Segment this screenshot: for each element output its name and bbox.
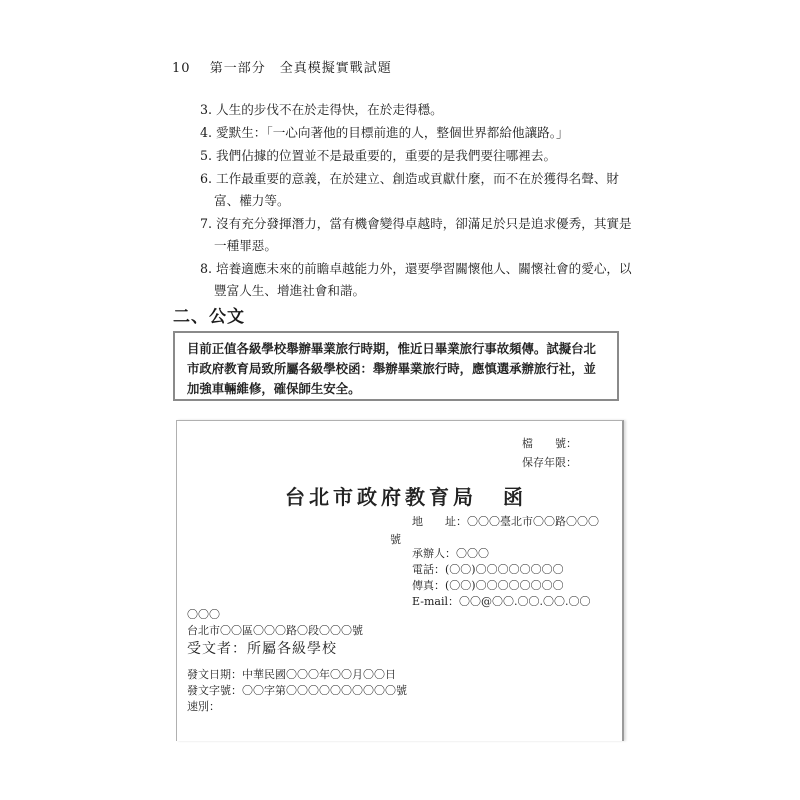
section-title: 二、公文 xyxy=(173,307,245,327)
recipient-address: 台北市〇〇區〇〇〇路〇段〇〇〇號 xyxy=(187,624,363,637)
page-header xyxy=(172,57,392,76)
official-document xyxy=(176,420,624,741)
page-number: 10 xyxy=(172,61,191,76)
list-item: 6. 工作最重要的意義，在於建立、創造或貢獻什麼，而不在於獲得名聲、財富、權力等。 xyxy=(200,171,620,208)
document-title xyxy=(285,481,527,510)
file-number: 檔 號： xyxy=(522,437,577,450)
list-item: 5. 我們佔據的位置並不是最重要的，重要的是我們要往哪裡去。 xyxy=(200,148,557,163)
list-item: 3. 人生的步伐不在於走得快，在於走得穩。 xyxy=(200,102,443,117)
quote-list xyxy=(200,99,640,303)
list-item: 4. 愛默生：「一心向著他的目標前進的人，整個世界都給他讓路。」 xyxy=(200,125,569,140)
list-item: 7. 沒有充分發揮潛力，當有機會變得卓越時，卻滿足於只是追求優秀，其實是一種罪惡。 xyxy=(200,216,632,253)
issue-date: 發文日期：中華民國〇〇〇年〇〇月〇〇日 xyxy=(187,668,396,681)
email-line: E-mail：〇〇@〇〇.〇〇.〇〇.〇〇 xyxy=(412,595,591,608)
agency-name: 台北市政府教育局 xyxy=(285,485,477,509)
running-title: 第一部分 全真模擬實戰試題 xyxy=(209,61,392,76)
fax-line: 傳真：(〇〇)〇〇〇〇〇〇〇〇 xyxy=(412,579,564,592)
address-tail: 號 xyxy=(390,533,401,546)
retention-period: 保存年限： xyxy=(522,456,577,469)
recipient-code: 〇〇〇 xyxy=(187,608,220,621)
recipient-line: 受文者：所屬各級學校 xyxy=(187,641,337,657)
list-item: 8. 培養適應未來的前瞻卓越能力外，還要學習關懷他人、關懷社會的愛心，以豐富人生、增進社會和諧。 xyxy=(200,261,632,298)
issue-number: 發文字號：〇〇字第〇〇〇〇〇〇〇〇〇〇號 xyxy=(187,684,407,697)
phone-line: 電話：(〇〇)〇〇〇〇〇〇〇〇 xyxy=(412,563,564,576)
prompt-box: 目前正值各級學校舉辦畢業旅行時期，惟近日畢業旅行事故頻傳。試擬台北市政府教育局致所屬各級學校函：舉辦畢業旅行時，應慎選承辦旅行社，並加強車輛維修，確保師生安全。 xyxy=(173,331,619,401)
document-kind: 函 xyxy=(503,485,527,509)
address-line: 地 址：〇〇〇臺北市〇〇路〇〇〇 xyxy=(412,515,599,528)
speed-line: 速別： xyxy=(187,700,220,713)
handler-line: 承辦人：〇〇〇 xyxy=(412,547,489,560)
